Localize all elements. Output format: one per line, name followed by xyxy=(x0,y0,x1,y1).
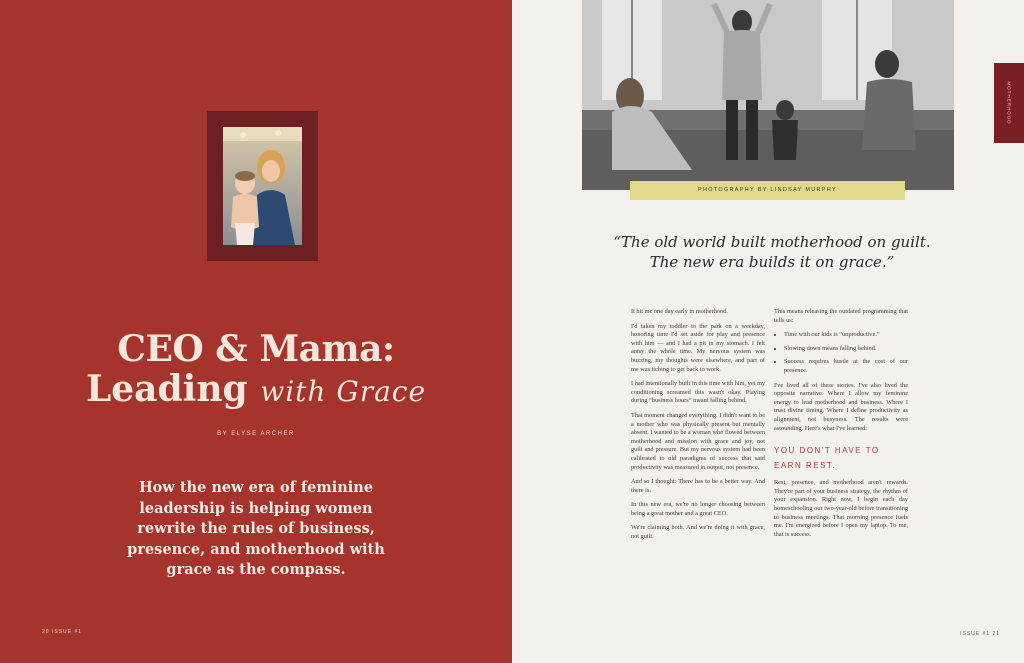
paragraph: That moment changed everything. I didn't want to be a mother who was physically present but mentally absent. I wanted to be a woman who flowed between motherhood and mission with grace and joy, not guilt and pressure. But my nervous system had been calibrated to old paradigms of success that said productivity was measured in output, not presence. xyxy=(631,411,765,471)
portrait-photo xyxy=(223,127,302,245)
photo-credit: PHOTOGRAPHY BY LINDSAY MURPHY xyxy=(630,181,905,200)
folio-left: 20 ISSUE #1 xyxy=(42,629,82,635)
byline: BY ELYSE ARCHER xyxy=(217,431,295,437)
family-photo xyxy=(582,0,954,190)
section-subhead xyxy=(774,443,908,473)
paragraph: This means releasing the outdated programming that tells us: xyxy=(774,308,908,324)
right-page xyxy=(512,0,1024,663)
body-column-2 xyxy=(774,308,908,545)
paragraph: I'd taken my toddler to the park on a weekday, honoring time I'd set aside for play and presence with him — and I had a pit in my stomach. I felt antsy the whole time. My nervous system was buzzing, my thoughts were elsewhere, and part of me was itching to get back to work. xyxy=(631,322,765,373)
subhead-line2: EARN REST. xyxy=(774,461,837,471)
paragraph: Rest, presence, and motherhood aren't rewards. They're part of your business strategy, the rhythm of your expansion. Right now, I begin each day homeschooling our two-year-old before transitioning to business meetings. That morning presence fuels me. I'm energized before I open my laptop. To me, that is success. xyxy=(774,479,908,538)
paragraph: In this new era, we're no longer choosing between being a great mother and a great CEO. xyxy=(631,501,765,517)
deck-text: How the new era of feminine leadership is helping women rewrite the rules of business, presence, and motherhood with grace as the compass. xyxy=(127,479,385,578)
paragraph: We're claiming both. And we're doing it with grace, not guilt. xyxy=(631,524,765,541)
subhead-line1: YOU DON'T HAVE TO xyxy=(774,446,880,456)
paragraph: I've lived all of these stories. I've also lived the opposite narrative. Where I allow my feminine energy to lead motherhood and business. Where I trust divine timing. Where I define productivity as alignment, not busyness. The results were astounding. Here's what I've learned: xyxy=(774,381,908,432)
pull-quote xyxy=(592,232,952,272)
portrait-photo-frame xyxy=(207,111,318,261)
bullet-item: • Success requires hustle at the cost of our presence. xyxy=(784,358,908,375)
paragraph: It hit me one day early in motherhood. xyxy=(631,308,728,315)
article-title-line2 xyxy=(40,368,472,410)
bullet-item: • Time with our kids is “unproductive.” xyxy=(784,331,908,340)
section-tab xyxy=(994,63,1024,143)
paragraph: I had intentionally built in this time with him, yet my conditioning screamed this wasn't okay. Playing during “business hours” meant falling behind. xyxy=(631,380,765,405)
bullet-item: • Slowing down means falling behind. xyxy=(784,345,908,354)
article-title-leading: Leading xyxy=(85,368,248,410)
section-tab-label: MOTHERHOOD xyxy=(1006,81,1012,125)
paragraph: And so I thought: There has to be a better way. And there is. xyxy=(631,478,765,494)
body-column-1 xyxy=(631,308,765,548)
article-title-line1: CEO & Mama: xyxy=(117,328,395,370)
folio-right: ISSUE #1 21 xyxy=(960,631,1000,637)
bullet-list xyxy=(774,331,908,375)
pull-quote-line2: The new era builds it on grace.” xyxy=(649,253,895,271)
pull-quote-line1: “The old world built motherhood on guilt. xyxy=(613,233,931,251)
article-title-script: with Grace xyxy=(260,375,427,408)
